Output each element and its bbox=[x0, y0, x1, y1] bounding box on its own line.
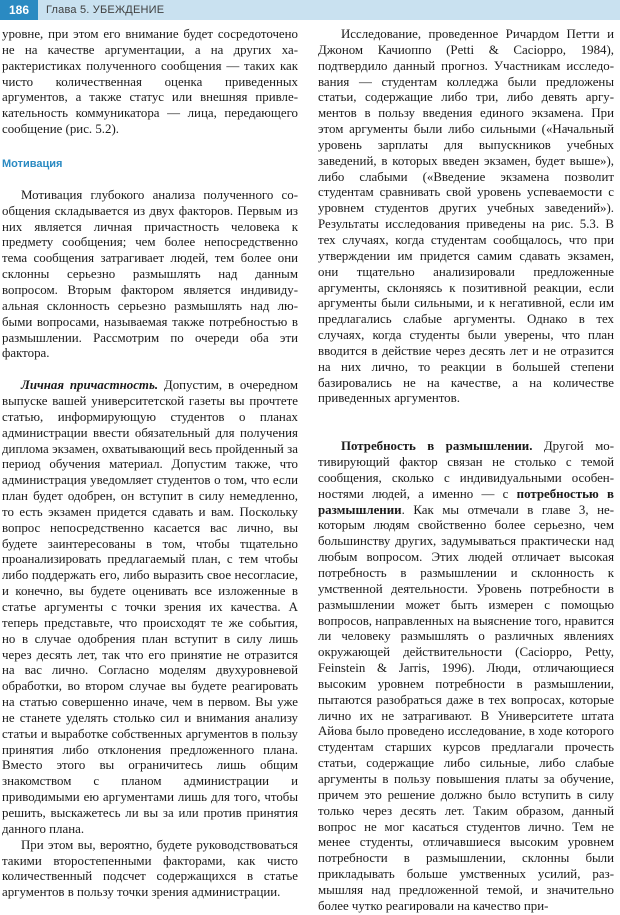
page-header bbox=[0, 0, 620, 22]
paragraph-secondary-factors: При этом вы, вероятно, будете руководствоваться такими второстепенными факторами, как чисто количественный подсчет содержащихся в статье аргументов в пользу точки зрения администрации. bbox=[2, 837, 298, 900]
paragraph-text: Допустим, в очередном выпуске вашей университетской газеты вы прочтете статью, информирующую студентов о планах администрации ввести обязательный для получения диплома экзамен, охватывающий весь пройденный за период обучения материал. Допустим также, что администрация уведомляет студентов о том, что если план будет одобрен, он вступит в силу немедленно, то есть экзамен придется сдавать и вам. Поскольку вопрос непосредственно касается вас лично, вы будете заинтересованы в том, чтобы тщательно проанализировать предлагаемый план, с тем чтобы либо поддержать его, либо выразить свое несогласие, и конечно, вы будете оценивать все изложенные в статье аргументы с точки зрения их качества. А теперь представьте, что происходят те же события, но в случае одобрения план вступит в силу лишь через десять лет, так что его принятие не отразится на вас лично. Согласно моделям двухуровневой обработки, во втором случае вы будете реагировать на статью совершенно иначе, чем в первом. Вы уже не станете уделять столько сил и внимания анализу статьи и выработке собственных аргументов в пользу принятия либо отклонения предложенного плана. Вместо этого вы ограничитесь лишь общим знакомством с планом администрации и приводимыми ею аргументами лишь для того, чтобы решить, выскажетесь ли вы за или против принятия данного плана. bbox=[2, 378, 298, 836]
left-column bbox=[2, 27, 298, 901]
page-number: 186 bbox=[8, 3, 30, 17]
run-in-heading-personal-involvement: Личная причастность. bbox=[21, 378, 159, 393]
section-title-motivation: Мотивация bbox=[2, 157, 63, 170]
paragraph-continuation: уровне, при этом его внимание будет сосредоточено не на качестве аргументации, а на других характеристиках полученного сообщения — таких как чисто количественная оценка приведенных аргументов, а также статус или внешняя привлекательность коммуникатора — лица, передающего сообщение (рис. 5.2). bbox=[2, 27, 298, 137]
run-in-heading-need-for-cognition: Потребность в размышлении. bbox=[341, 439, 533, 454]
paragraph-text: . Как мы отмечали в главе 3, некоторым людям свойственно более серьезно, чем большинству других, задумываться практически над любым вопросом. Этих людей отличает высокая потребность в размышлении и склонность к умственной деятельности. Уровень потребности в размышлении может быть измерен с помощью вопросов, направленных на выяснение того, нравится ли человеку размышлять о различных явлениях окружающей действительности (Cacioppo, Petty, Feinstein & Jarris, 1996). Люди, отличающиеся высоким уровнем потребности в размышлении, пытаются разобраться даже в тех вопросах, которые лично их не затрагивают. В Университете штата Айова было проведено исследование, в ходе которого студентам старших курсов предлагали прочесть статьи, содержащие либо сильные, либо слабые аргументы в пользу повышения платы за обучение, причем это решение должно было вступить в силу только через десять лет. Таким образом, данный вопрос не мог касаться студентов лично. Тем не менее студенты, отличавшиеся высоким уровнем потребности в размышлении, склонны были прикладывать больше умственных усилий, размышляя над предложенной темой, и значительно более чутко реагировали на качество при- bbox=[318, 502, 614, 913]
paragraph-need-for-cognition bbox=[318, 439, 614, 914]
right-column bbox=[318, 27, 614, 915]
paragraph-personal-involvement bbox=[2, 378, 298, 837]
chapter-title: Глава 5. УБЕЖДЕНИЕ bbox=[46, 4, 165, 16]
paragraph-motivation: Мотивация глубокого анализа полученного сообщения складывается из двух факторов. Первым из них является личная причастность человека к предмету сообщения; чем более непосредственно тема сообщения затрагивает людей, тем более они склонны серьезно размышлять над данным вопросом. Вторым фактором является индивидуальная склонность серьезно размышлять над любыми вопросами, называемая также потребностью в размышлении. Рассмотрим по очереди оба эти фактора. bbox=[2, 187, 298, 361]
key-term: потребностью в размышлении bbox=[318, 486, 614, 517]
paragraph-petty-cacioppo-study: Исследование, проведенное Ричардом Петти и Джоном Качиоппо (Petti & Cacioppo, 1984), подтвердило данный прогноз. Участникам исследования — студентам колледжа были предложены статьи, содержащие либо три, либо девять аргументов в пользу введения единого экзамена. При этом аргументы были либо сильными («Начальный уровень зарплаты для выпускников учебных заведений, в которых введен экзамен, будет выше»), либо слабыми («Введение экзамена позволит студентам сравнивать свой уровень успеваемости с уровнем студентов других учебных заведений»). Результаты исследования приведены на рис. 5.3. В тех случаях, когда студентам сообщалось, что при утверждении им придется самим сдавать экзамен, они тщательно анализировали предложенные аргументы, склоняясь к позитивной реакции, если аргументы были сильными, и к негативной, если им предлагались слабые аргументы. Однако в тех случаях, когда студенты были уверены, что план вводится в действие через десять лет и не отразится на них лично, то реакции в большей степени базировались не на качестве, а на количестве приведенных аргументов. bbox=[318, 27, 614, 406]
paragraph-text: Другой мотивирующий фактор связан не столько с темой сообщения, сколько с индивидуальными особенностями людей, а именно — с bbox=[318, 439, 614, 501]
